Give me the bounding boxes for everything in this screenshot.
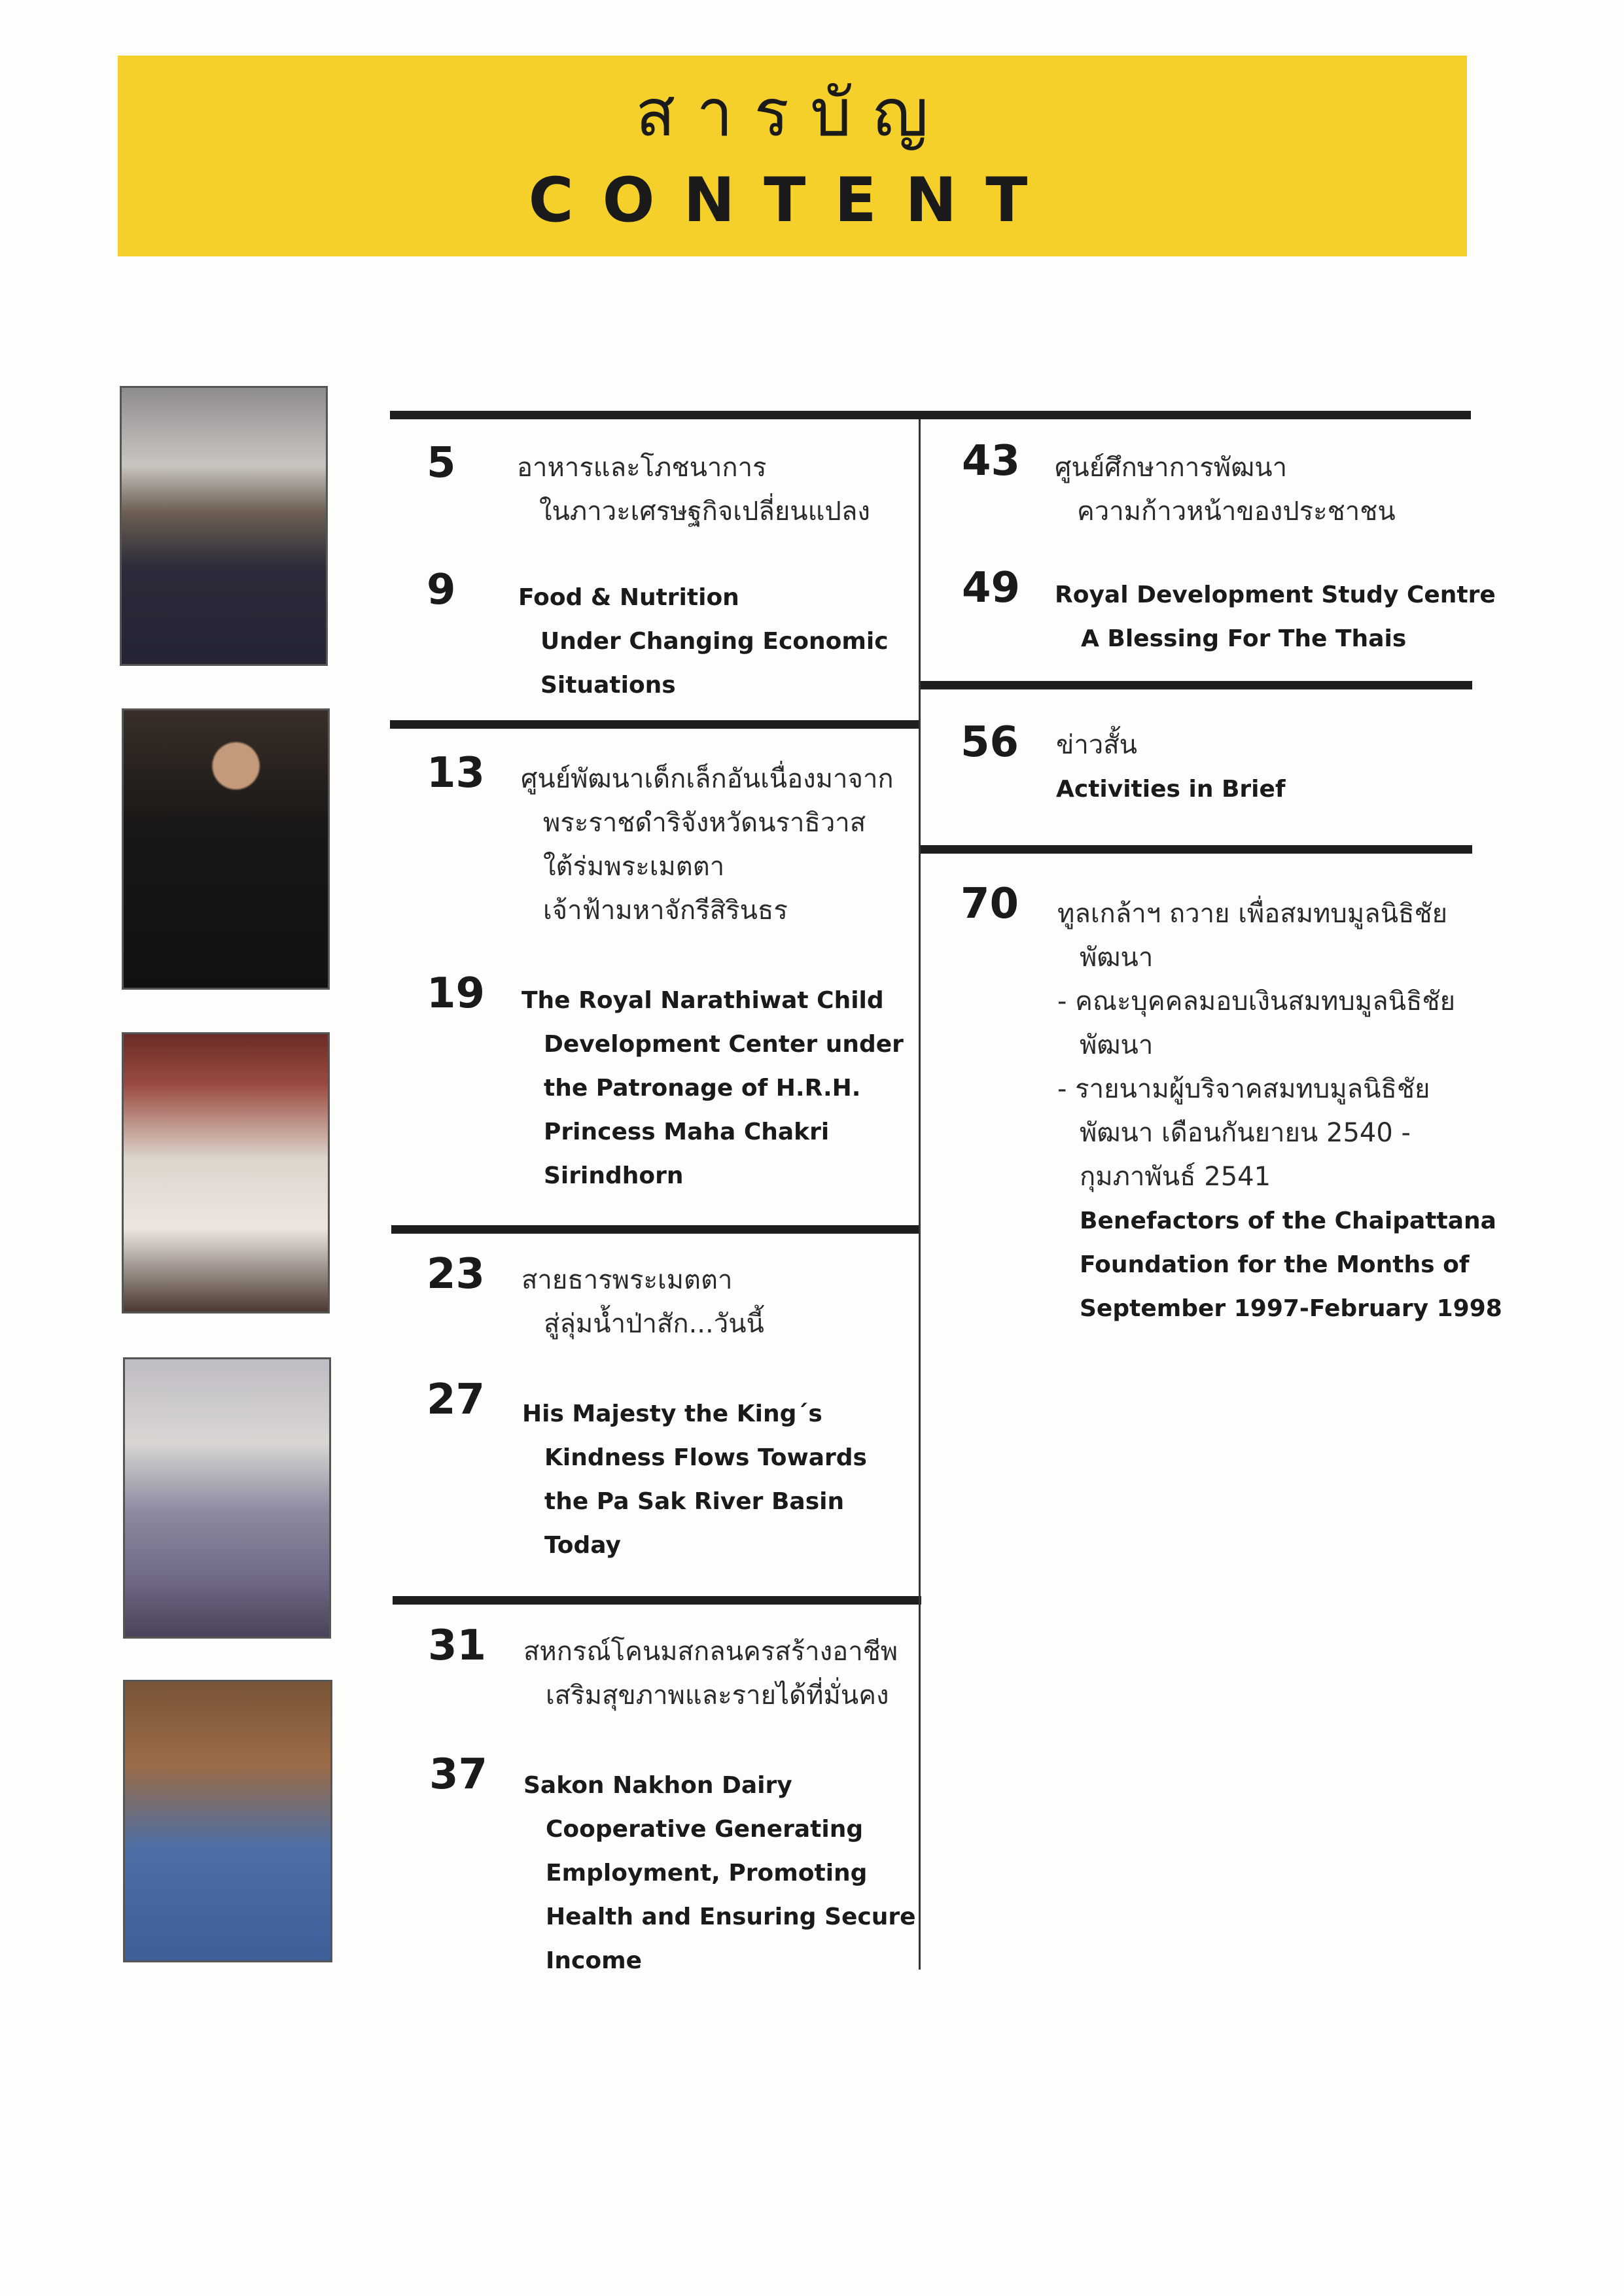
entry-line: พัฒนา — [1080, 943, 1154, 973]
entry-line: Foundation for the Months of — [1080, 1251, 1470, 1278]
column-divider — [919, 419, 921, 1970]
title-english: CONTENT — [528, 165, 1057, 236]
entry-line: เจ้าฟ้ามหาจักรีสิรินธร — [543, 896, 788, 926]
entry-line: สู่ลุ่มน้ำป่าสัก...วันนี้ — [544, 1309, 764, 1339]
entry-line: Sirindhorn — [544, 1162, 684, 1189]
divider-left-1 — [390, 720, 920, 729]
entry-line: the Patronage of H.R.H. — [544, 1075, 861, 1102]
entry-line: Today — [544, 1532, 621, 1559]
entry-line: Situations — [540, 672, 676, 699]
entry-line: Cooperative Generating — [546, 1816, 864, 1843]
entry-line: Royal Development Study Centre — [1055, 582, 1496, 608]
page-number: 19 — [427, 969, 485, 1018]
page-number: 9 — [427, 566, 456, 614]
entry-line: Income — [546, 1947, 643, 1974]
page-number: 23 — [427, 1250, 485, 1298]
entry-line: สหกรณ์โคนมสกลนครสร้างอาชีพ — [523, 1637, 898, 1667]
page-number: 37 — [429, 1750, 488, 1799]
entry-line: Development Center under — [544, 1031, 904, 1058]
page-number: 70 — [961, 880, 1019, 928]
entry-line: A Blessing For The Thais — [1081, 625, 1407, 652]
entry-line: Princess Maha Chakri — [544, 1119, 830, 1145]
photo-king-riverside — [120, 386, 328, 666]
page-number: 13 — [427, 749, 485, 797]
divider-top — [390, 411, 1471, 419]
entry-line: The Royal Narathiwat Child — [521, 987, 884, 1014]
entry-line: Benefactors of the Chaipattana — [1080, 1208, 1496, 1234]
page-number: 27 — [427, 1376, 485, 1424]
entry-line: - รายนามผู้บริจาคสมทบมูลนิธิชัย — [1057, 1074, 1430, 1104]
page-number: 43 — [962, 437, 1021, 485]
entry-line: พัฒนา — [1080, 1030, 1154, 1060]
entry-line: ใต้ร่มพระเมตตา — [543, 852, 725, 882]
entry-line: - คณะบุคคลมอบเงินสมทบมูลนิธิชัย — [1057, 986, 1456, 1017]
entry-line: the Pa Sak River Basin — [544, 1488, 845, 1515]
entry-line: ศูนย์พัฒนาเด็กเล็กอันเนื่องมาจาก — [521, 764, 894, 794]
entry-line: กุมภาพันธ์ 2541 — [1080, 1162, 1271, 1192]
header-banner — [118, 56, 1467, 256]
entry-line: ข่าวสั้น — [1056, 730, 1138, 760]
entry-line: ความก้าวหน้าของประชาชน — [1077, 496, 1396, 527]
entry-line: Health and Ensuring Secure — [546, 1904, 916, 1930]
divider-right-1 — [919, 681, 1472, 689]
entry-line: เสริมสุขภาพและรายได้ที่มั่นคง — [546, 1680, 889, 1711]
photo-princess-book — [123, 1357, 331, 1639]
page-number: 31 — [428, 1622, 487, 1670]
photo-king-crowd — [122, 708, 330, 990]
entry-line: ในภาวะเศรษฐกิจเปลี่ยนแปลง — [539, 496, 870, 527]
entry-line: อาหารและโภชนาการ — [517, 453, 767, 483]
entry-line: Employment, Promoting — [546, 1860, 868, 1887]
photo-princess-smiling — [123, 1680, 332, 1962]
entry-line: Kindness Flows Towards — [544, 1444, 867, 1471]
page-number: 49 — [962, 564, 1021, 612]
page-number: 56 — [961, 718, 1019, 767]
photo-princess-cooking — [122, 1032, 330, 1313]
entry-line: พัฒนา เดือนกันยายน 2540 - — [1080, 1118, 1411, 1148]
entry-line: พระราชดำริจังหวัดนราธิวาส — [543, 808, 866, 838]
entry-line: His Majesty the King´s — [522, 1400, 822, 1427]
entry-line: Sakon Nakhon Dairy — [523, 1772, 792, 1799]
entry-line: ทูลเกล้าฯ ถวาย เพื่อสมทบมูลนิธิชัย — [1057, 899, 1448, 929]
entry-line: สายธารพระเมตตา — [521, 1265, 733, 1295]
entry-line: September 1997-February 1998 — [1080, 1295, 1502, 1322]
entry-line: Activities in Brief — [1056, 776, 1286, 803]
divider-right-2 — [919, 845, 1472, 854]
divider-left-3 — [393, 1596, 921, 1605]
divider-left-2 — [391, 1225, 920, 1234]
entry-line: ศูนย์ศึกษาการพัฒนา — [1055, 453, 1288, 483]
title-thai: สารบัญ — [635, 75, 949, 151]
page-number: 5 — [427, 439, 456, 487]
entry-line: Under Changing Economic — [540, 628, 889, 655]
entry-line: Food & Nutrition — [518, 584, 739, 611]
